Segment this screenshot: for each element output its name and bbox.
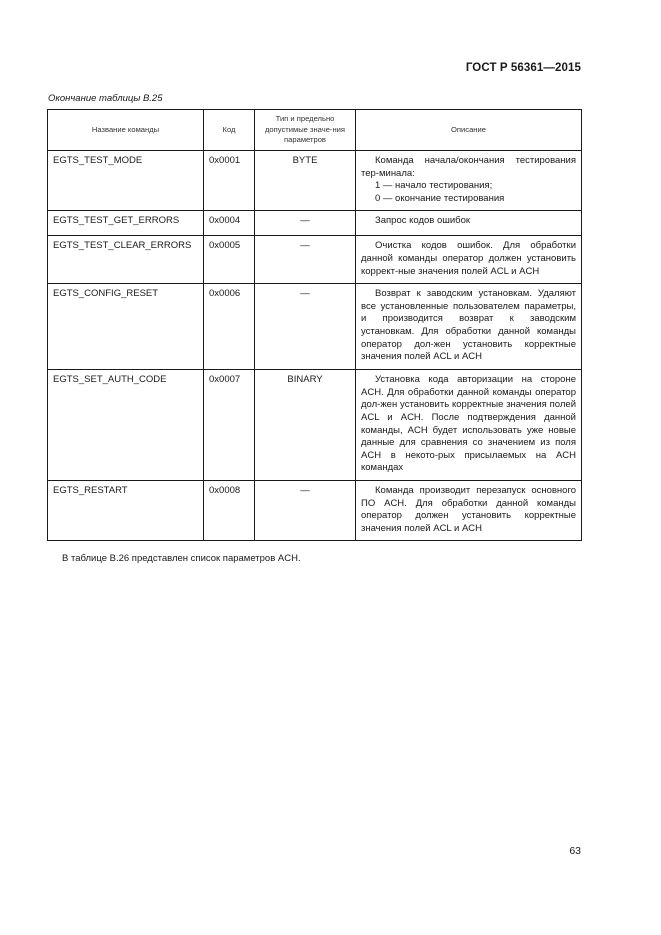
table-caption: Окончание таблицы В.25 xyxy=(48,93,163,104)
command-name-cell: EGTS_TEST_CLEAR_ERRORS xyxy=(48,236,204,284)
description-text: Очистка кодов ошибок. Для обработки данной команды оператор должен установить коррект-ные значения полей ACL и ACH xyxy=(361,240,576,277)
table-row xyxy=(48,480,582,540)
description-text: Установка кода авторизации на стороне ACH. Для обработки данной команды оператор дол-жен установить корректные значения полей ACL и ACH. После подтверждения данной команды, ACH будет использовать уже новые данные для сравнения со значением из поля ACH в некото-рых присылаемых на ACH командах xyxy=(361,374,576,474)
command-name-cell: EGTS_TEST_GET_ERRORS xyxy=(48,211,204,236)
commands-table xyxy=(47,109,582,541)
table-row xyxy=(48,236,582,284)
column-header-name: Название команды xyxy=(48,110,204,151)
command-type-cell: — xyxy=(255,480,356,540)
command-type-cell: — xyxy=(255,236,356,284)
command-code-cell: 0x0008 xyxy=(204,480,255,540)
table-header-row xyxy=(48,110,582,151)
command-description-cell xyxy=(356,370,582,481)
table-row xyxy=(48,284,582,370)
page-number: 63 xyxy=(569,845,581,857)
command-code-cell: 0x0004 xyxy=(204,211,255,236)
description-text: Запрос кодов ошибок xyxy=(375,215,471,227)
command-type-cell: — xyxy=(255,211,356,236)
command-type-cell: BYTE xyxy=(255,151,356,211)
description-text: Команда начала/окончания тестирования тер-минала: xyxy=(361,155,576,179)
after-table-text: В таблице В.26 представлен список параметров ACH. xyxy=(62,553,301,564)
standard-header: ГОСТ Р 56361—2015 xyxy=(465,62,581,74)
description-list-item: 1 — начало тестирования; xyxy=(375,180,493,192)
command-code-cell: 0x0007 xyxy=(204,370,255,481)
table-row xyxy=(48,151,582,211)
command-name-cell: EGTS_RESTART xyxy=(48,480,204,540)
command-type-cell: BINARY xyxy=(255,370,356,481)
table-row xyxy=(48,211,582,236)
command-type-cell: — xyxy=(255,284,356,370)
column-header-type: Тип и предельно допустимые значе-ния параметров xyxy=(255,110,356,151)
command-code-cell: 0x0001 xyxy=(204,151,255,211)
command-name-cell: EGTS_SET_AUTH_CODE xyxy=(48,370,204,481)
command-description-cell xyxy=(356,151,582,211)
description-text: Команда производит перезапуск основного ПО ACH. Для обработки данной команды оператор должен установить корректные значения полей ACL и ACH xyxy=(361,484,576,534)
column-header-code: Код xyxy=(204,110,255,151)
command-description-cell xyxy=(356,211,582,236)
command-description-cell xyxy=(356,284,582,370)
command-description-cell xyxy=(356,480,582,540)
table-row xyxy=(48,370,582,481)
command-name-cell: EGTS_TEST_MODE xyxy=(48,151,204,211)
command-code-cell: 0x0005 xyxy=(204,236,255,284)
command-name-cell: EGTS_CONFIG_RESET xyxy=(48,284,204,370)
description-list-item: 0 — окончание тестирования xyxy=(375,192,505,204)
column-header-description: Описание xyxy=(356,110,582,151)
description-text: Возврат к заводским установкам. Удаляют все установленные пользователем параметры, и производится возврат к заводским установкам. Для обработки данной команды оператор дол-жен установить корректные значения полей ACL и ACH xyxy=(361,288,576,363)
command-code-cell: 0x0006 xyxy=(204,284,255,370)
command-description-cell xyxy=(356,236,582,284)
